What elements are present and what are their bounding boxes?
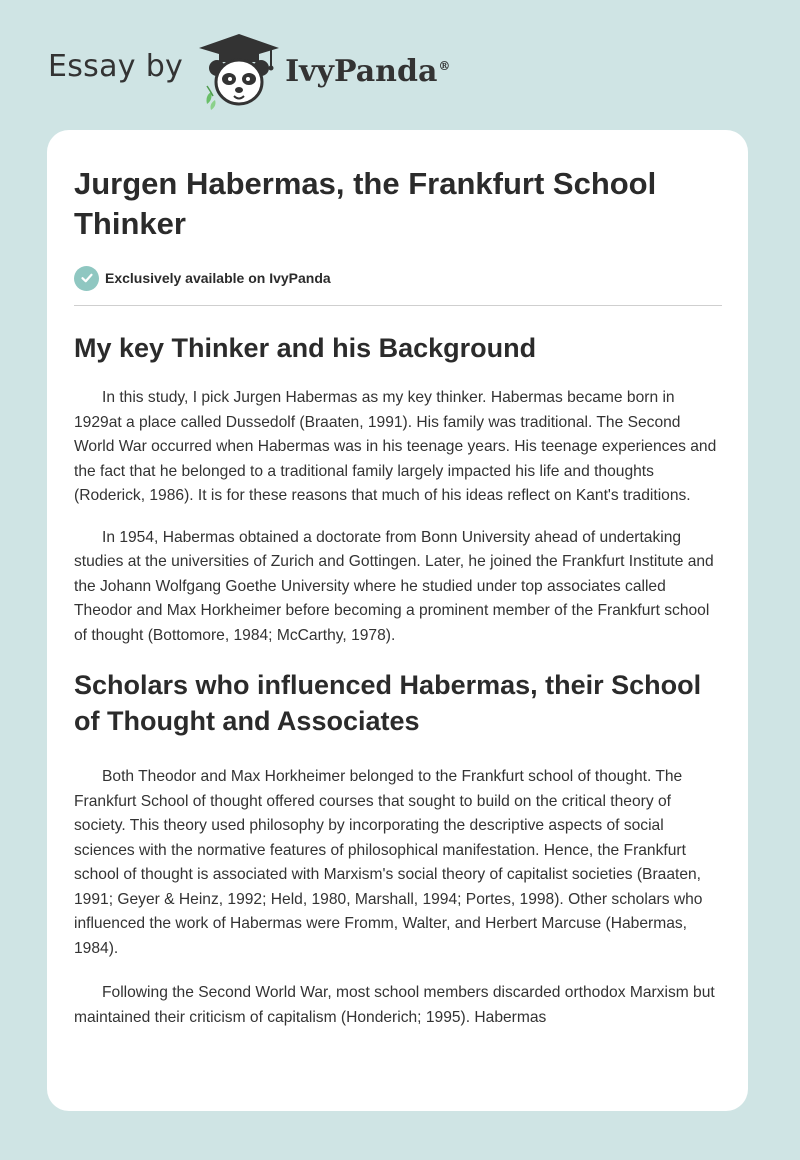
paragraph: Both Theodor and Max Horkheimer belonged to the Frankfurt school of thought. The Frankfurt School of thought offered courses that sought to build on the critical theory of society. This theory used philosophy by incorporating the descriptive aspects of social sciences with the normative features of philosophical manifestation. Hence, the Frankfurt school of thought is associated with Marxism's social theory of capitalist societies (Braaten, 1991; Geyer & Heinz, 1992; Held, 1980, Marshall, 1994; Portes, 1998). Other scholars who influenced the work of Habermas were Fromm, Walter, and Herbert Marcuse (Habermas, 1984).	[74, 768, 703, 957]
essay-title: Jurgen Habermas, the Frankfurt School Thinker	[74, 166, 657, 241]
essay-content	[74, 164, 722, 1030]
paragraph: In this study, I pick Jurgen Habermas as my key thinker. Habermas became born in 1929at a place called Dussedolf (Braaten, 1991). His family was traditional. The Second World War occurred when Habermas was in his teenage years. His teenage experiences and the fact that he belonged to a traditional family largely impacted his life and thoughts (Roderick, 1986). It is for these reasons that much of his ideas reflect on Kant's traditions.	[74, 389, 717, 504]
site-header	[48, 30, 450, 110]
essay-by-label: Essay by	[48, 48, 184, 84]
section-heading: My key Thinker and his Background	[74, 333, 537, 363]
exclusive-badge	[74, 265, 722, 291]
paragraph: Following the Second World War, most school members discarded orthodox Marxism but maintained their criticism of capitalism (Honderich; 1995). Habermas	[74, 984, 715, 1026]
brand-name[interactable]	[285, 54, 450, 89]
checkmark-icon	[74, 266, 99, 291]
section-heading: Scholars who influenced Habermas, their School of Thought and Associates	[74, 670, 702, 736]
exclusive-label: Exclusively available on IvyPanda	[105, 270, 331, 286]
divider	[74, 305, 722, 306]
paragraph: In 1954, Habermas obtained a doctorate from Bonn University ahead of undertaking studies at the universities of Zurich and Gottingen. Later, he joined the Frankfurt Institute and the Johann Wolfgang Goethe University where he studied under top associates called Theodor and Max Horkheimer before becoming a prominent member of the Frankfurt school of thought (Bottomore, 1984; McCarthy, 1978).	[74, 528, 714, 644]
registered-mark: ®	[438, 58, 451, 73]
essay-card	[47, 130, 748, 1111]
panda-graduate-logo-icon[interactable]	[197, 30, 281, 110]
brand-name-text: IvyPanda	[285, 53, 438, 89]
